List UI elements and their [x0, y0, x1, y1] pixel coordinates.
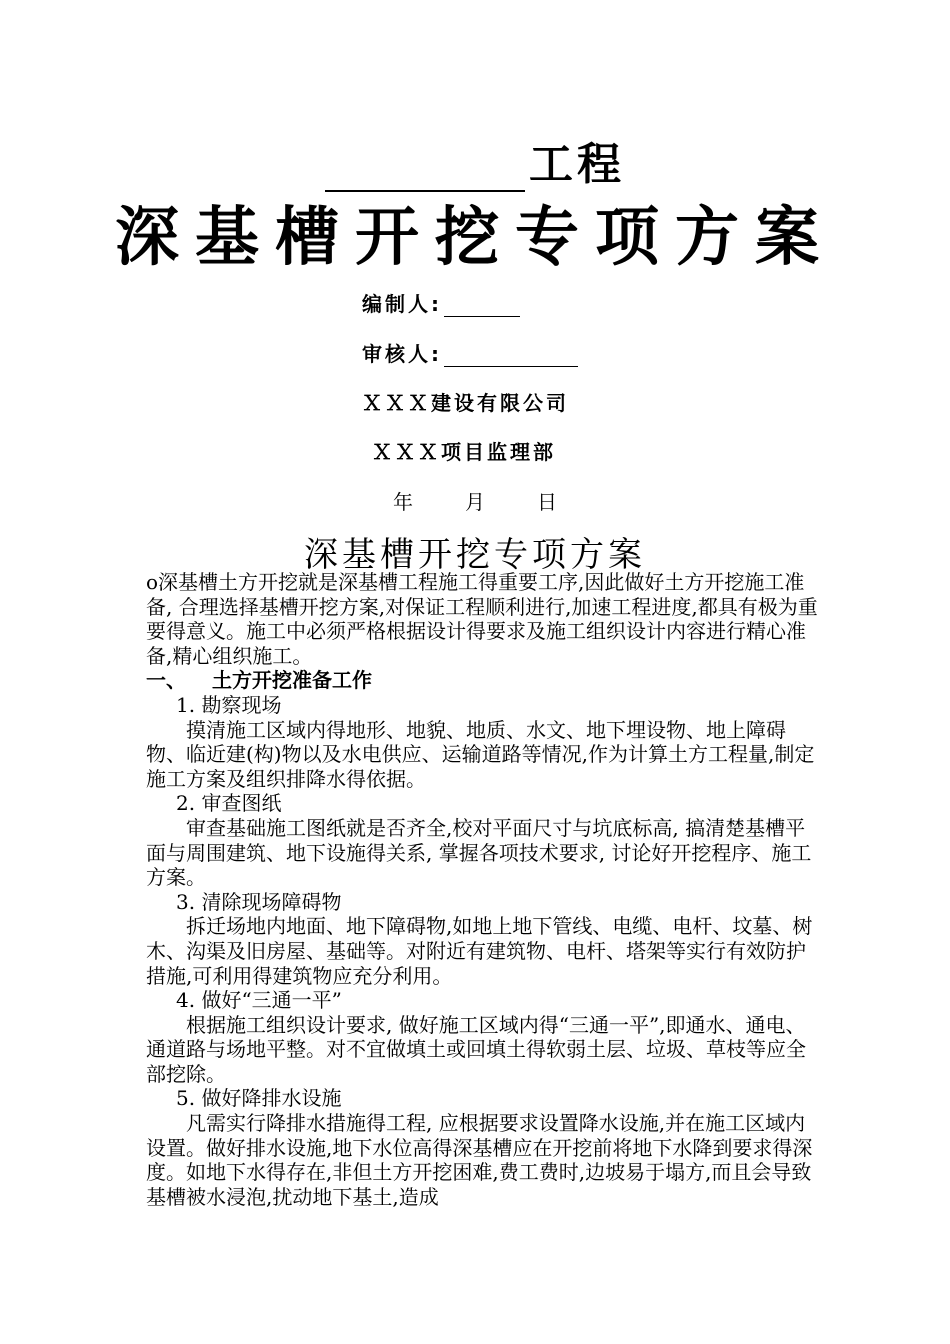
item-1-heading: 1. 勘察现场	[176, 692, 282, 717]
supervision-name: ＸＸＸ项目监理部	[372, 440, 556, 464]
project-suffix: 工程	[529, 139, 625, 190]
intro-paragraph: ο深基槽土方开挖就是深基槽工程施工得重要工序,因此做好土方开挖施工准备, 合理选择基槽开挖方案,对保证工程顺利进行,加速工程进度,都具有极为重要得意义。施工中必须严格根据设计得要求及施工组织设计内容进行精心准备,精心组织施工。	[146, 570, 818, 668]
compiler-label: 编制人:	[362, 292, 442, 316]
reviewer-blank	[444, 346, 578, 367]
section-1-title: 土方开挖准备工作	[212, 668, 372, 693]
reviewer-label: 审核人:	[362, 342, 442, 366]
item-4-text: 根据施工组织设计要求, 做好施工区域内得“三通一平”,即通水、通电、通道路与场地平整。对不宜做填土或回填土得软弱土层、垃圾、草枝等应全部挖除。	[146, 1012, 806, 1086]
project-name-blank	[325, 144, 525, 192]
item-5-text: 凡需实行降排水措施得工程, 应根据要求设置降水设施,并在施工区域内设置。做好排水设施,地下水位高得深基槽应在开挖前将地下水降到要求得深度。如地下水得存在,非但土方开挖困难,费工费时,边坡易于塌方,而且会导致基槽被水浸泡,扰动地下基土,造成	[146, 1111, 813, 1209]
project-name-line	[0, 128, 950, 192]
date-day: 日	[537, 490, 557, 514]
content-body	[146, 570, 818, 1209]
item-2-text: 审查基础施工图纸就是否齐全,校对平面尺寸与坑底标高, 搞清楚基槽平面与周围建筑、地下设施得关系, 掌握各项技术要求, 讨论好开挖程序、施工方案。	[146, 815, 812, 890]
item-3-text: 拆迁场地内地面、地下障碍物,如地上地下管线、电缆、电杆、坟墓、树木、沟渠及旧房屋、基础等。对附近有建筑物、电杆、塔架等实行有效防护措施,可利用得建筑物应充分利用。	[146, 914, 813, 988]
reviewer-line	[362, 338, 578, 367]
company-name: ＸＸＸ建设有限公司	[362, 391, 569, 415]
item-3-heading: 3. 清除现场障碍物	[176, 889, 342, 914]
date-month: 月	[465, 490, 485, 514]
item-2-heading: 2. 审查图纸	[176, 791, 282, 816]
item-4-heading: 4. 做好“三通一平”	[176, 988, 342, 1013]
section-1-heading	[146, 668, 818, 693]
date-line	[0, 486, 950, 515]
date-year: 年	[393, 490, 413, 514]
content-title: 深基槽开挖专项方案	[304, 535, 646, 575]
compiler-line	[362, 288, 520, 317]
section-1-number: 一、	[146, 668, 186, 693]
compiler-blank	[444, 296, 520, 317]
item-1-text: 摸清施工区域内得地形、地貌、地质、水文、地下埋设物、地上障碍物、临近建(构)物以及水电供应、运输道路等情况,作为计算土方工程量,制定施工方案及组织排降水得依据。	[146, 717, 815, 791]
cover-main-title: 深基槽开挖专项方案	[115, 200, 835, 275]
item-5-heading: 5. 做好降排水设施	[176, 1086, 342, 1111]
